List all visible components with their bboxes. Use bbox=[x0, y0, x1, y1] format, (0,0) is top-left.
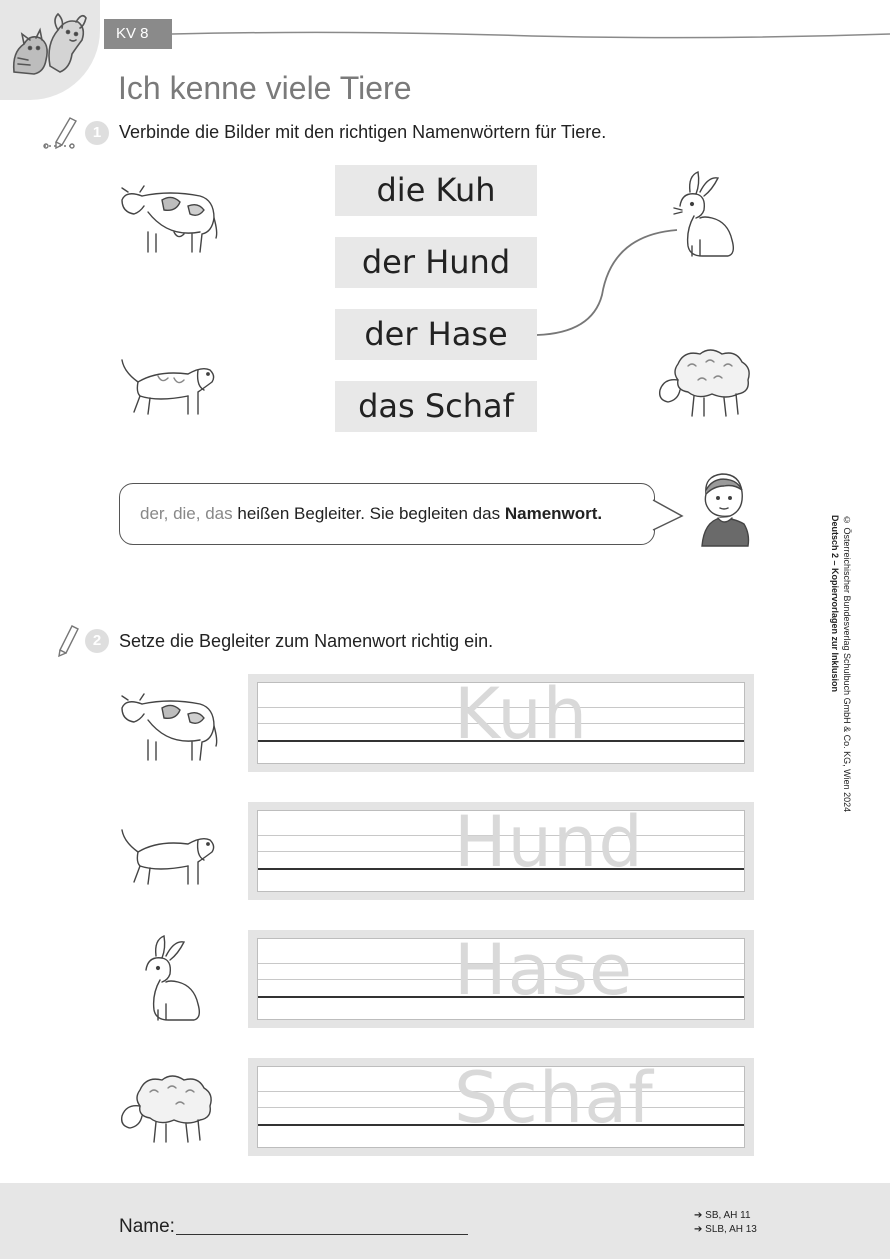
task-1-instruction: Verbinde die Bilder mit den richtigen Namenwörtern für Tiere. bbox=[119, 122, 607, 142]
info-speech-bubble bbox=[119, 483, 655, 545]
name-input-line[interactable] bbox=[176, 1234, 468, 1235]
bubble-middle-text: heißen Begleiter. Sie begleiten das bbox=[237, 504, 501, 523]
name-label: Name: bbox=[119, 1216, 175, 1237]
writing-field-kuh[interactable] bbox=[257, 682, 745, 764]
sheep-icon[interactable] bbox=[654, 344, 756, 420]
worksheet-tag: KV 8 bbox=[104, 19, 172, 49]
writing-field-hund[interactable] bbox=[257, 810, 745, 892]
dog-icon bbox=[118, 822, 220, 888]
trace-word-hase: Hase bbox=[454, 938, 634, 1011]
trace-word-kuh: Kuh bbox=[454, 682, 589, 755]
word-box-hase[interactable]: der Hase bbox=[335, 309, 537, 360]
bubble-articles: der, die, das bbox=[140, 504, 233, 523]
trace-word-hund: Hund bbox=[454, 810, 644, 883]
word-box-hund[interactable]: der Hund bbox=[335, 237, 537, 288]
bubble-keyword: Namenwort bbox=[504, 504, 598, 523]
bubble-end: . bbox=[597, 504, 603, 523]
dog-icon[interactable] bbox=[118, 352, 220, 418]
rabbit-icon bbox=[134, 934, 206, 1024]
cat-dog-logo-icon bbox=[6, 8, 90, 80]
bubble-tail bbox=[652, 498, 686, 534]
word-box-kuh[interactable]: die Kuh bbox=[335, 165, 537, 216]
page-title: Ich kenne viele Tiere bbox=[118, 70, 412, 106]
header-line bbox=[172, 22, 890, 42]
copyright-text: © Österreichischer Bundesverlag Schulbuch GmbH & Co. KG, Wien 2024 bbox=[842, 515, 852, 813]
writing-row-hund bbox=[248, 802, 754, 900]
cow-icon[interactable] bbox=[118, 182, 220, 256]
boy-icon bbox=[694, 470, 752, 548]
task-number-1: 1 bbox=[85, 121, 109, 145]
pencil-icon bbox=[42, 112, 82, 152]
pencil-icon bbox=[54, 622, 84, 658]
trace-word-schaf: Schaf bbox=[454, 1066, 654, 1139]
writing-field-hase[interactable] bbox=[257, 938, 745, 1020]
writing-row-hase bbox=[248, 930, 754, 1028]
writing-field-schaf[interactable] bbox=[257, 1066, 745, 1148]
writing-row-schaf bbox=[248, 1058, 754, 1156]
product-text: Deutsch 2 – Kopiervorlagen zur Inklusion bbox=[830, 515, 840, 693]
word-box-schaf[interactable]: das Schaf bbox=[335, 381, 537, 432]
task-2-instruction: Setze die Begleiter zum Namenwort richtig ein. bbox=[119, 631, 494, 651]
writing-row-kuh bbox=[248, 674, 754, 772]
reference-slb: ➔ SLB, AH 13 bbox=[694, 1224, 757, 1235]
example-connection-line bbox=[537, 225, 682, 340]
copyright-sidebar bbox=[823, 515, 853, 812]
sheep-icon bbox=[116, 1070, 218, 1146]
task-number-2: 2 bbox=[85, 629, 109, 653]
reference-sb: ➔ SB, AH 11 bbox=[694, 1210, 751, 1221]
cow-icon bbox=[118, 690, 220, 764]
rabbit-icon[interactable] bbox=[668, 170, 740, 260]
